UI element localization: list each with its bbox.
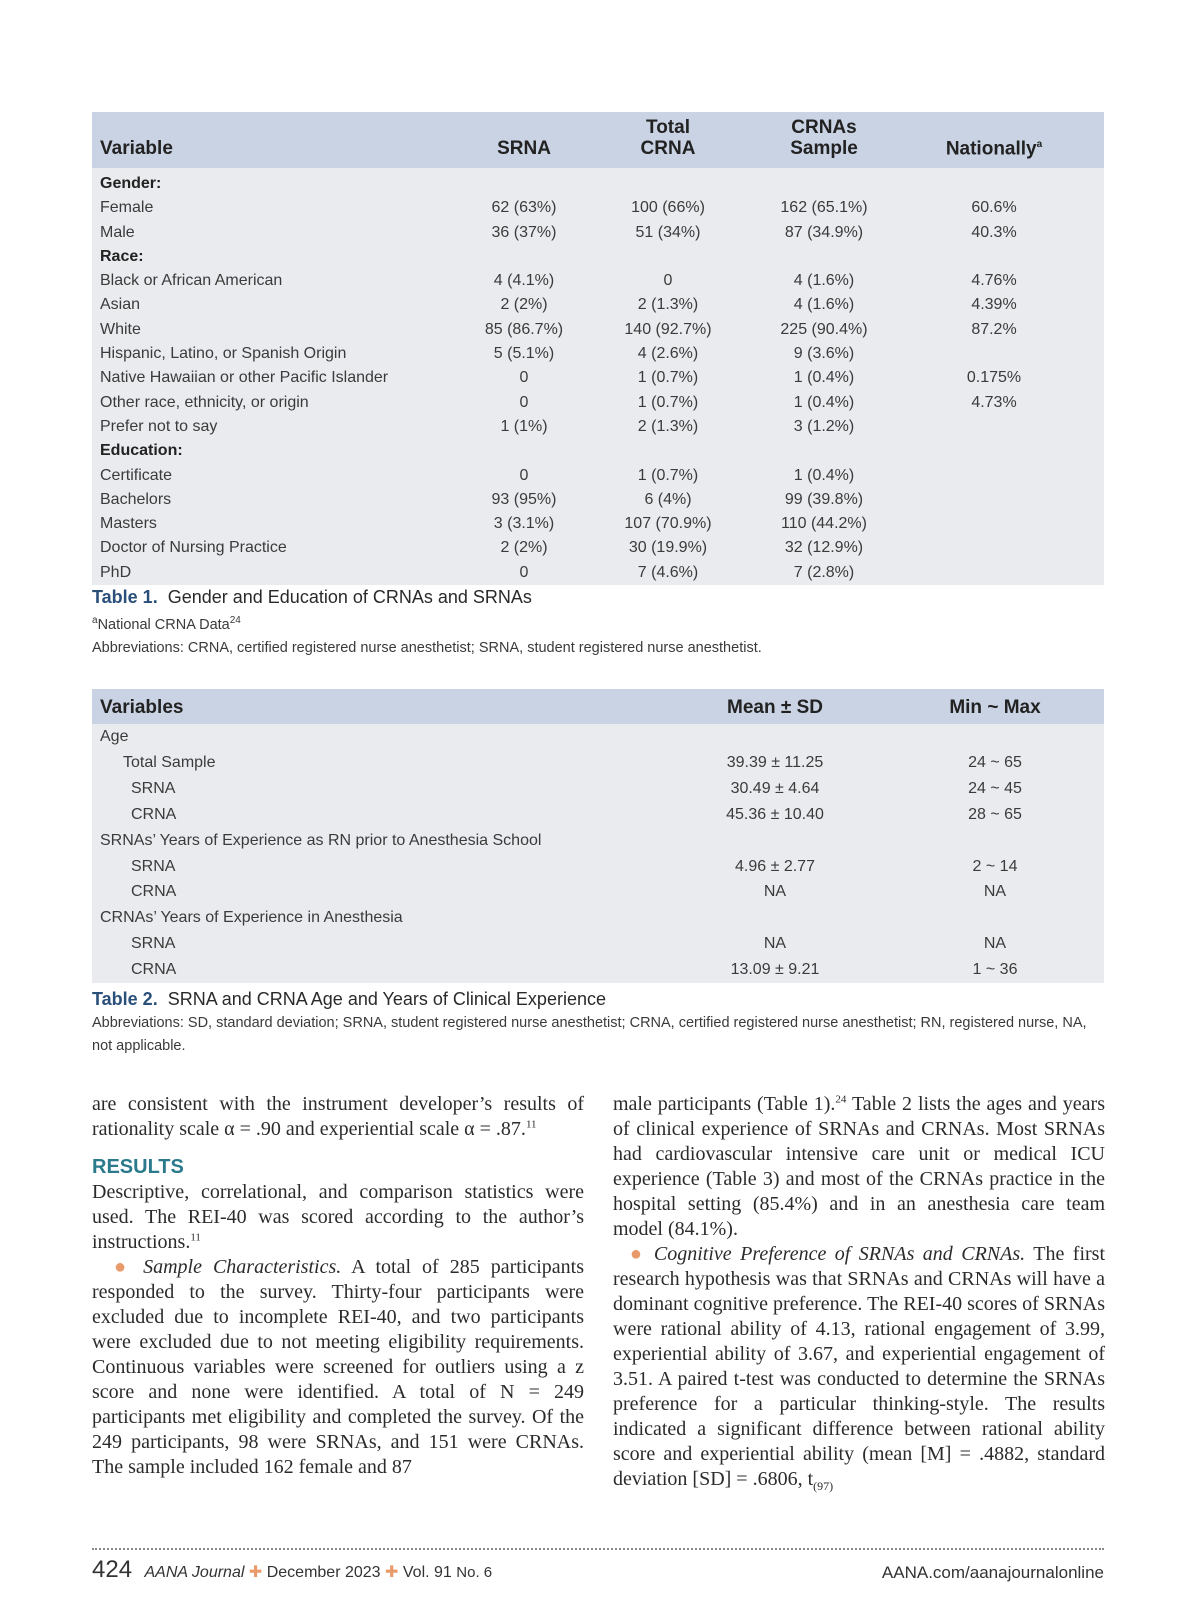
- body-column-right: [613, 1092, 1105, 1499]
- t2-cell-variable: SRNA: [131, 779, 176, 797]
- t1-cell-srna: 62 (63%): [491, 199, 557, 217]
- t1-cell-variable: Male: [100, 223, 135, 241]
- separator-icon: ✚: [385, 1564, 403, 1581]
- t1-cell-nationally: 4.73%: [971, 393, 1017, 411]
- t1-cell-crnas-sample: 1 (0.4%): [793, 393, 855, 411]
- t1-row: [92, 221, 1104, 245]
- bullet-icon: ●: [114, 1256, 133, 1278]
- t1-cell-srna: 85 (86.7%): [484, 320, 564, 338]
- t1-cell-crnas-sample: 99 (39.8%): [784, 490, 864, 508]
- t1-cell-crnas-sample: 87 (34.9%): [784, 223, 864, 241]
- t1-cell-variable: PhD: [100, 563, 132, 581]
- t2-abbreviations: Abbreviations: SD, standard deviation; SRNA, student registered nurse anesthetist; CRNA, certified registered nurse anesthetist; RN, registered nurse, NA, not applicable.: [92, 1015, 1087, 1054]
- t1-cell-srna: 1 (1%): [500, 417, 548, 435]
- t1-cell-total-crna: 6 (4%): [644, 490, 692, 508]
- t2-row: [92, 776, 1104, 802]
- t1-cell-crnas-sample: 3 (1.2%): [793, 417, 855, 435]
- t2-cell-mean-sd: NA: [763, 935, 787, 953]
- t2-cell-min-max: 2 ~ 14: [972, 857, 1018, 875]
- footer-divider: [92, 1548, 1104, 1550]
- t1-row: [92, 488, 1104, 512]
- t1-row: [92, 366, 1104, 390]
- t1-cell-total-crna: 107 (70.9%): [624, 515, 712, 533]
- t1-cell-nationally: 40.3%: [971, 223, 1017, 241]
- t1-cell-srna: 5 (5.1%): [493, 345, 555, 363]
- t1-row: [92, 561, 1104, 585]
- t2-cell-variable: Age: [100, 728, 129, 745]
- t1-row: [92, 196, 1104, 220]
- t2-cell-mean-sd: 13.09 ± 9.21: [730, 961, 820, 979]
- footer-citation: [92, 1556, 492, 1584]
- t2-cell-mean-sd: 4.96 ± 2.77: [735, 857, 815, 875]
- t2-cell-min-max: NA: [983, 883, 1007, 901]
- t1-cell-nationally: [884, 561, 1104, 585]
- t1-cell-total-crna: 140 (92.7%): [624, 320, 712, 338]
- t2-row: [92, 750, 1104, 776]
- t2-cell-min-max: NA: [983, 935, 1007, 953]
- separator-icon: ✚: [248, 1564, 267, 1581]
- t1-cell-total-crna: 51 (34%): [635, 223, 701, 241]
- t2-cell-mean-sd: [664, 905, 886, 931]
- volume: Vol. 91: [402, 1564, 452, 1581]
- t2-cell-variable: SRNA: [131, 935, 176, 953]
- t1-cell-crnas-sample: 32 (12.9%): [784, 539, 864, 557]
- table-2-caption: [92, 989, 1104, 1058]
- t1-section-label: Gender:: [100, 175, 162, 192]
- t2-cell-variable: CRNAs’ Years of Experience in Anesthesia: [100, 909, 403, 927]
- t1-caption-title: Gender and Education of CRNAs and SRNAs: [167, 587, 532, 607]
- t1-header-srna: SRNA: [497, 138, 551, 159]
- t1-cell-variable: Native Hawaiian or other Pacific Islander: [100, 369, 389, 387]
- t1-cell-srna: 3 (3.1%): [493, 515, 555, 533]
- t1-cell-variable: Other race, ethnicity, or origin: [100, 393, 309, 411]
- table-1: [92, 112, 1104, 585]
- t1-abbreviations: Abbreviations: CRNA, certified registered nurse anesthetist; SRNA, student registered nurse anesthetist.: [92, 639, 762, 656]
- t2-cell-min-max: 24 ~ 45: [968, 779, 1022, 797]
- t1-cell-nationally: [884, 464, 1104, 488]
- t2-cell-variable: Total Sample: [123, 753, 216, 771]
- t1-cell-total-crna: 1 (0.7%): [637, 393, 699, 411]
- t1-cell-variable: White: [100, 320, 141, 338]
- t1-cell-crnas-sample: 4 (1.6%): [793, 296, 855, 314]
- t1-cell-nationally: [884, 342, 1104, 366]
- t2-header-variables: Variables: [100, 697, 184, 718]
- t1-section-row: [92, 439, 1104, 463]
- t1-cell-srna: 0: [519, 369, 529, 387]
- t1-row: [92, 512, 1104, 536]
- t1-body: [92, 168, 1104, 585]
- t1-row: [92, 293, 1104, 317]
- t1-cell-srna: 4 (4.1%): [493, 272, 555, 290]
- t1-cell-total-crna: 7 (4.6%): [637, 563, 699, 581]
- t2-cell-min-max: [886, 724, 1104, 750]
- t1-row: [92, 536, 1104, 560]
- bullet-icon: ●: [629, 1243, 646, 1265]
- t1-cell-crnas-sample: 1 (0.4%): [793, 466, 855, 484]
- t1-cell-variable: Doctor of Nursing Practice: [100, 539, 287, 557]
- t1-cell-crnas-sample: 1 (0.4%): [793, 369, 855, 387]
- t1-cell-nationally: [884, 415, 1104, 439]
- t1-cell-srna: 0: [519, 466, 529, 484]
- t2-body: [92, 724, 1104, 983]
- t2-header-min-max: Min ~ Max: [949, 697, 1041, 718]
- t1-caption-label: Table 1.: [92, 587, 158, 607]
- t1-row: [92, 342, 1104, 366]
- t2-caption-title: SRNA and CRNA Age and Years of Clinical Experience: [167, 989, 606, 1009]
- t1-cell-total-crna: 1 (0.7%): [637, 466, 699, 484]
- t1-cell-nationally: 4.39%: [971, 296, 1017, 314]
- sample-paragraph: ● Sample Characteristics. A total of 285 participants responded to the survey. Thirty-four participants were excluded due to incomplete REI-40, and two participants were excluded due to not meeting eligibility requirements. Continuous variables were screened for outliers using a z score and none were identified. A total of N = 249 participants met eligibility and completed the survey. Of the 249 participants, 98 were SRNAs, and 151 were CRNAs. The sample included 162 female and 87: [92, 1256, 584, 1478]
- t1-row: [92, 269, 1104, 293]
- table-1-caption: [92, 587, 1104, 660]
- t1-cell-crnas-sample: 7 (2.8%): [793, 563, 855, 581]
- journal-url[interactable]: AANA.com/aanajournalonline: [881, 1563, 1104, 1582]
- t2-cell-variable: SRNA: [131, 857, 176, 875]
- t1-section-label: Race:: [100, 247, 144, 265]
- t1-cell-total-crna: 4 (2.6%): [637, 345, 699, 363]
- t1-cell-crnas-sample: 225 (90.4%): [780, 320, 868, 338]
- t2-cell-min-max: [886, 905, 1104, 931]
- results-paragraph: Descriptive, correlational, and comparison statistics were used. The REI-40 was scored according to the author’s instructions.$^{11}$: [92, 1181, 584, 1253]
- t1-cell-srna: 0: [519, 563, 529, 581]
- t2-cell-min-max: 1 ~ 36: [972, 961, 1018, 979]
- t2-cell-mean-sd: 39.39 ± 11.25: [726, 753, 824, 771]
- t1-cell-srna: 93 (95%): [491, 490, 557, 508]
- t1-cell-total-crna: 0: [663, 272, 673, 290]
- t2-row: [92, 724, 1104, 750]
- t1-row: [92, 464, 1104, 488]
- page-number: 424: [92, 1556, 133, 1583]
- t2-cell-mean-sd: 45.36 ± 10.40: [726, 805, 824, 823]
- t2-row: [92, 931, 1104, 957]
- t1-cell-total-crna: 2 (1.3%): [637, 296, 699, 314]
- t1-cell-srna: 2 (2%): [500, 539, 548, 557]
- t2-cell-min-max: [886, 828, 1104, 854]
- t1-row: [92, 415, 1104, 439]
- t1-header-total-crna: Total CRNA: [640, 117, 696, 159]
- t1-cell-crnas-sample: 4 (1.6%): [793, 272, 855, 290]
- t1-cell-total-crna: 1 (0.7%): [637, 369, 699, 387]
- t2-cell-min-max: 24 ~ 65: [968, 753, 1022, 771]
- t2-cell-mean-sd: [664, 828, 886, 854]
- t1-cell-nationally: 60.6%: [971, 199, 1017, 217]
- t1-cell-total-crna: 30 (19.9%): [628, 539, 708, 557]
- t1-cell-variable: Female: [100, 199, 154, 217]
- t1-cell-crnas-sample: 110 (44.2%): [781, 515, 867, 533]
- t1-cell-nationally: [884, 536, 1104, 560]
- t2-row: [92, 802, 1104, 828]
- t1-cell-variable: Prefer not to say: [100, 417, 218, 435]
- t1-cell-srna: 36 (37%): [491, 223, 557, 241]
- t1-cell-nationally: [884, 512, 1104, 536]
- t1-cell-variable: Masters: [100, 515, 157, 533]
- t2-cell-variable: CRNA: [131, 805, 177, 823]
- t1-cell-srna: 2 (2%): [500, 296, 548, 314]
- t2-cell-mean-sd: 30.49 ± 4.64: [730, 779, 820, 797]
- t1-cell-variable: Certificate: [100, 466, 173, 484]
- t1-cell-nationally: 4.76%: [971, 272, 1017, 290]
- t1-section-row: [92, 245, 1104, 269]
- t2-row: [92, 905, 1104, 931]
- t1-cell-variable: Hispanic, Latino, or Spanish Origin: [100, 345, 347, 363]
- t1-cell-nationally: 87.2%: [971, 320, 1017, 338]
- t1-cell-variable: Bachelors: [100, 490, 172, 508]
- t2-cell-mean-sd: [664, 724, 886, 750]
- issue-date: December 2023: [266, 1564, 381, 1581]
- t1-section-row: [92, 168, 1104, 196]
- t2-cell-mean-sd: NA: [763, 883, 787, 901]
- t1-cell-crnas-sample: 9 (3.6%): [793, 345, 855, 363]
- t1-cell-variable: Black or African American: [100, 272, 283, 290]
- t1-cell-total-crna: 2 (1.3%): [637, 417, 699, 435]
- cognitive-paragraph: ● Cognitive Preference of SRNAs and CRNAs. The first research hypothesis was that SRNAs and CRNAs will have a dominant cognitive preference. The REI-40 scores of SRNAs were rational ability of 4.13, rational engagement of 3.99, experiential ability of 3.67, and experiential engagement of 3.51. A paired t-test was conducted to determine the SRNAs preference for a particular thinking-style. The results indicated a significant difference between rational ability score and experiential ability (mean [M] = .4882, standard deviation [SD] = .6806, $t_{(97)}$: [613, 1243, 1106, 1493]
- t1-cell-srna: 0: [519, 393, 529, 411]
- t1-cell-nationally: 0.175%: [966, 369, 1022, 387]
- t2-cell-variable: CRNA: [131, 883, 177, 901]
- issue-number: No. 6: [456, 1564, 493, 1581]
- t2-cell-variable: SRNAs’ Years of Experience as RN prior to Anesthesia School: [100, 831, 542, 849]
- t2-row: [92, 828, 1104, 854]
- t2-row: [92, 854, 1104, 880]
- t1-section-label: Education:: [100, 442, 183, 460]
- t1-cell-variable: Asian: [100, 296, 141, 314]
- t1-header-nationally: Nationally$^a$: [945, 138, 1043, 159]
- body-column-left: [92, 1092, 584, 1480]
- t2-caption-label: Table 2.: [92, 989, 158, 1009]
- t2-header-mean-sd: Mean ± SD: [727, 697, 823, 718]
- t2-row: [92, 957, 1104, 983]
- t2-cell-variable: CRNA: [131, 961, 177, 979]
- results-heading: RESULTS: [92, 1156, 184, 1178]
- right-paragraph: male participants (Table 1).$^{24}$ Table 2 lists the ages and years of clinical experience of SRNAs and CRNAs. Most SRNAs had cardiovascular intensive care unit or medical ICU experience (Table 3) and most of the CRNAs practice in the hospital setting (85.4%) and in an anesthesia care team model (84.1%).: [613, 1093, 1105, 1240]
- t1-cell-nationally: [884, 488, 1104, 512]
- table-2: [92, 689, 1104, 983]
- t1-cell-crnas-sample: 162 (65.1%): [780, 199, 868, 217]
- t2-row: [92, 879, 1104, 905]
- journal-name: AANA Journal: [144, 1564, 245, 1581]
- t2-cell-min-max: 28 ~ 65: [968, 805, 1022, 823]
- t1-cell-total-crna: 100 (66%): [631, 199, 705, 217]
- t1-header-crnas-sample: CRNAs Sample: [790, 117, 858, 159]
- t1-header-variable: Variable: [100, 138, 173, 159]
- t1-row: [92, 318, 1104, 342]
- intro-paragraph: are consistent with the instrument developer’s results of rationality scale α = .90 and experiential scale α = .87.11: [92, 1093, 584, 1140]
- t1-row: [92, 391, 1104, 415]
- t1-footnote: $^a$National CRNA Data$^{24}$: [92, 615, 241, 633]
